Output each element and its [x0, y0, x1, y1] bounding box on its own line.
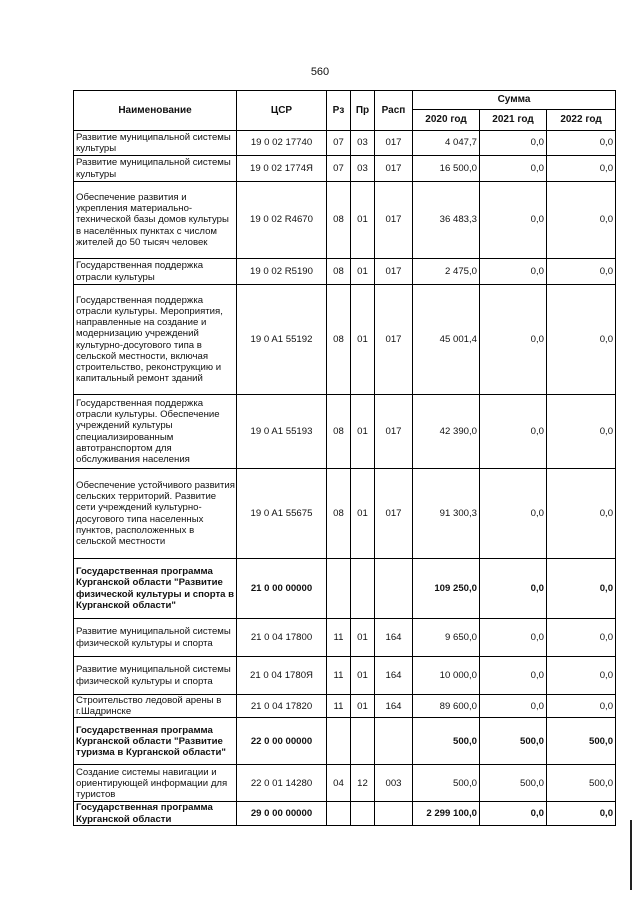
- cell-rasp: 017: [375, 285, 413, 395]
- cell-name: Государственная программа Курганской области "Развитие физической культуры и спорта в Курганской области": [74, 559, 237, 619]
- cell-2021: 0,0: [480, 395, 547, 469]
- budget-table: [73, 90, 616, 826]
- cell-2022: 0,0: [547, 619, 616, 657]
- cell-2020: 500,0: [413, 765, 480, 802]
- table-row: [74, 802, 616, 825]
- cell-2022: 0,0: [547, 259, 616, 285]
- cell-2022: 0,0: [547, 695, 616, 718]
- cell-pr: 01: [351, 619, 375, 657]
- cell-csr: 21 0 04 17820: [237, 695, 327, 718]
- cell-rasp: 164: [375, 619, 413, 657]
- cell-2020: 91 300,3: [413, 469, 480, 559]
- cell-name: Обеспечение устойчивого развития сельских территорий. Развитие сети учреждений культурно-досугового типа населенных пунктов, расположенных в сельской местности: [74, 469, 237, 559]
- cell-2020: 500,0: [413, 718, 480, 765]
- cell-csr: 19 0 02 17740: [237, 131, 327, 156]
- cell-rasp: [375, 718, 413, 765]
- cell-2022: 0,0: [547, 802, 616, 825]
- cell-rasp: 164: [375, 657, 413, 695]
- cell-rasp: [375, 559, 413, 619]
- header-name: Наименование: [74, 91, 237, 131]
- table-body: [74, 131, 616, 826]
- cell-2021: 0,0: [480, 285, 547, 395]
- cell-csr: 22 0 00 00000: [237, 718, 327, 765]
- cell-rz: 11: [327, 657, 351, 695]
- cell-2022: 0,0: [547, 156, 616, 182]
- cell-2022: 500,0: [547, 765, 616, 802]
- cell-2021: 0,0: [480, 559, 547, 619]
- cell-csr: 29 0 00 00000: [237, 802, 327, 825]
- cell-pr: 01: [351, 285, 375, 395]
- header-summa: Сумма: [413, 91, 616, 110]
- cell-2022: 0,0: [547, 285, 616, 395]
- cell-rasp: 164: [375, 695, 413, 718]
- cell-rasp: 017: [375, 395, 413, 469]
- header-rasp: Расп: [375, 91, 413, 131]
- cell-pr: 01: [351, 657, 375, 695]
- cell-pr: 01: [351, 469, 375, 559]
- cell-name: Государственная программа Курганской области: [74, 802, 237, 825]
- cell-rasp: 017: [375, 469, 413, 559]
- cell-rz: [327, 718, 351, 765]
- cell-csr: 21 0 04 1780Я: [237, 657, 327, 695]
- cell-rz: [327, 802, 351, 825]
- cell-2021: 0,0: [480, 131, 547, 156]
- cell-rz: 08: [327, 395, 351, 469]
- cell-name: Развитие муниципальной системы культуры: [74, 131, 237, 156]
- cell-rz: [327, 559, 351, 619]
- header-2020: 2020 год: [413, 110, 480, 131]
- header-rz: Рз: [327, 91, 351, 131]
- cell-name: Развитие муниципальной системы физической культуры и спорта: [74, 619, 237, 657]
- cell-pr: 01: [351, 695, 375, 718]
- cell-csr: 19 0 A1 55193: [237, 395, 327, 469]
- margin-line: [630, 820, 632, 890]
- cell-2021: 0,0: [480, 156, 547, 182]
- cell-rasp: [375, 802, 413, 825]
- table-row: [74, 259, 616, 285]
- cell-csr: 21 0 00 00000: [237, 559, 327, 619]
- cell-2020: 4 047,7: [413, 131, 480, 156]
- cell-2020: 2 475,0: [413, 259, 480, 285]
- cell-pr: 03: [351, 156, 375, 182]
- cell-csr: 19 0 02 1774Я: [237, 156, 327, 182]
- header-2021: 2021 год: [480, 110, 547, 131]
- cell-rz: 08: [327, 259, 351, 285]
- cell-2021: 500,0: [480, 718, 547, 765]
- table-row: [74, 469, 616, 559]
- cell-pr: 12: [351, 765, 375, 802]
- table-row: [74, 559, 616, 619]
- cell-2021: 500,0: [480, 765, 547, 802]
- page-number: 560: [310, 66, 330, 78]
- header-csr: ЦСР: [237, 91, 327, 131]
- cell-csr: 19 0 A1 55675: [237, 469, 327, 559]
- cell-csr: 19 0 A1 55192: [237, 285, 327, 395]
- table-row: [74, 718, 616, 765]
- table-row: [74, 182, 616, 259]
- table-row: [74, 695, 616, 718]
- cell-2021: 0,0: [480, 469, 547, 559]
- cell-pr: 01: [351, 395, 375, 469]
- cell-csr: 22 0 01 14280: [237, 765, 327, 802]
- table-row: [74, 156, 616, 182]
- cell-rasp: 017: [375, 259, 413, 285]
- header-2022: 2022 год: [547, 110, 616, 131]
- cell-2020: 109 250,0: [413, 559, 480, 619]
- cell-2020: 2 299 100,0: [413, 802, 480, 825]
- cell-pr: 01: [351, 182, 375, 259]
- cell-rz: 08: [327, 469, 351, 559]
- cell-2020: 42 390,0: [413, 395, 480, 469]
- table-row: [74, 395, 616, 469]
- cell-2022: 0,0: [547, 395, 616, 469]
- cell-name: Обеспечение развития и укрепления материально-технической базы домов культуры в населённых пунктах с числом жителей до 50 тысяч человек: [74, 182, 237, 259]
- cell-2020: 10 000,0: [413, 657, 480, 695]
- cell-rz: 08: [327, 182, 351, 259]
- cell-name: Государственная поддержка отрасли культуры: [74, 259, 237, 285]
- cell-2021: 0,0: [480, 259, 547, 285]
- cell-name: Государственная поддержка отрасли культуры. Обеспечение учреждений культуры специализированным автотранспортом для обслуживания населения: [74, 395, 237, 469]
- cell-pr: 01: [351, 259, 375, 285]
- cell-2022: 0,0: [547, 559, 616, 619]
- cell-rasp: 003: [375, 765, 413, 802]
- cell-pr: 03: [351, 131, 375, 156]
- cell-2020: 89 600,0: [413, 695, 480, 718]
- cell-pr: [351, 559, 375, 619]
- cell-2021: 0,0: [480, 657, 547, 695]
- cell-2020: 36 483,3: [413, 182, 480, 259]
- table-row: [74, 131, 616, 156]
- cell-pr: [351, 802, 375, 825]
- cell-2021: 0,0: [480, 695, 547, 718]
- cell-name: Развитие муниципальной системы физической культуры и спорта: [74, 657, 237, 695]
- cell-name: Развитие муниципальной системы культуры: [74, 156, 237, 182]
- cell-rz: 07: [327, 131, 351, 156]
- cell-pr: [351, 718, 375, 765]
- cell-2022: 0,0: [547, 469, 616, 559]
- cell-name: Создание системы навигации и ориентирующей информации для туристов: [74, 765, 237, 802]
- cell-2022: 0,0: [547, 131, 616, 156]
- cell-2022: 500,0: [547, 718, 616, 765]
- cell-rasp: 017: [375, 131, 413, 156]
- cell-csr: 19 0 02 R5190: [237, 259, 327, 285]
- cell-rz: 04: [327, 765, 351, 802]
- cell-rz: 11: [327, 695, 351, 718]
- cell-name: Государственная программа Курганской области "Развитие туризма в Курганской области": [74, 718, 237, 765]
- table-row: [74, 657, 616, 695]
- cell-2020: 16 500,0: [413, 156, 480, 182]
- cell-rz: 07: [327, 156, 351, 182]
- table-row: [74, 765, 616, 802]
- cell-2021: 0,0: [480, 619, 547, 657]
- cell-2021: 0,0: [480, 182, 547, 259]
- cell-csr: 19 0 02 R4670: [237, 182, 327, 259]
- cell-2022: 0,0: [547, 657, 616, 695]
- header-pr: Пр: [351, 91, 375, 131]
- cell-rasp: 017: [375, 156, 413, 182]
- cell-rasp: 017: [375, 182, 413, 259]
- cell-rz: 08: [327, 285, 351, 395]
- table-row: [74, 619, 616, 657]
- cell-2021: 0,0: [480, 802, 547, 825]
- cell-2020: 9 650,0: [413, 619, 480, 657]
- cell-rz: 11: [327, 619, 351, 657]
- cell-2020: 45 001,4: [413, 285, 480, 395]
- table-row: [74, 285, 616, 395]
- cell-csr: 21 0 04 17800: [237, 619, 327, 657]
- cell-name: Строительство ледовой арены в г.Шадринске: [74, 695, 237, 718]
- cell-name: Государственная поддержка отрасли культуры. Мероприятия, направленные на создание и модернизацию учреждений культурно-досугового типа в сельской местности, включая строительство, реконструкцию и капитальный ремонт зданий: [74, 285, 237, 395]
- cell-2022: 0,0: [547, 182, 616, 259]
